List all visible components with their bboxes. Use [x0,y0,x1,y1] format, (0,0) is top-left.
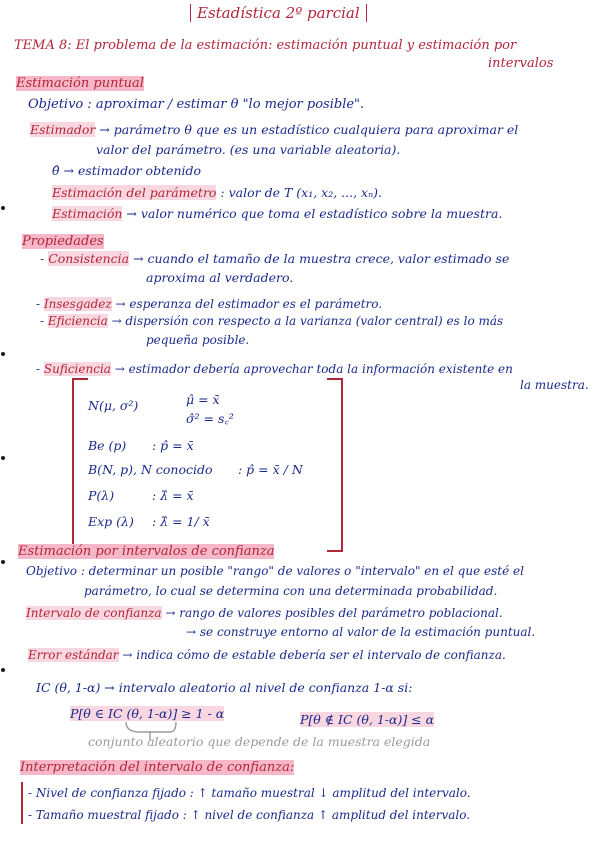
error-line: Error estándar → indica cómo de estable debería ser el intervalo de confianza. [28,648,506,662]
estimacion-term: Estimación [52,206,123,221]
theta-hat-line: θ̂ → estimador obtenido [52,163,202,178]
dist-poisson: P(λ) [88,488,115,503]
est-normal-sigma: σ̂² = s꜀² [186,411,234,426]
eficiencia-cont: pequeña posible. [146,333,250,347]
intervalo-line: Intervalo de confianza → rango de valores posibles del parámetro poblacional. [26,606,503,620]
est-bernoulli: : p̂ = x̄ [152,438,194,453]
suficiencia-term: Suficiencia [43,362,111,376]
margin-hole [1,352,5,356]
tema-line [14,38,516,53]
dist-normal: N(μ, σ²) [88,398,139,413]
left-bracket [72,378,88,552]
eficiencia-line: - Eficiencia → dispersión con respecto a la varianza (valor central) es lo más [40,314,504,328]
dist-binomial: B(N, p), N conocido [88,462,213,477]
section-heading-intervalos: Estimación por intervalos de confianza [18,544,275,559]
insesgadez-term: Insesgadez [43,297,112,311]
interpretacion-line-2: - Tamaño muestral fijado : ↑ nivel de confianza ↑ amplitud del intervalo. [28,808,471,822]
section-heading-puntual: Estimación puntual [16,76,144,91]
est-binomial: : p̂ = x̄ / N [238,462,303,477]
tema-label: TEMA 8 [14,38,68,53]
estimador-term: Estimador [30,122,96,137]
dist-bernoulli: Be (p) [88,438,127,453]
interpretacion-line-1: - Nivel de confianza fijado : ↑ tamaño muestral ↓ amplitud del intervalo. [28,786,471,800]
formula-probabilidad-2: P[θ ∉ IC (θ, 1-α)] ≤ α [300,712,435,727]
dist-exponencial: Exp (λ) [88,514,134,529]
formula-note: conjunto aleatorio que depende de la muestra elegida [88,734,431,749]
estimacion-parametro-line: Estimación del parámetro : valor de T (x₁, x₂, ..., xₙ). [52,185,383,200]
margin-hole [1,668,5,672]
tema-title: : El problema de la estimación: estimación puntual y estimación por [67,38,517,53]
margin-hole [1,456,5,460]
objetivo-intervalos: Objetivo : determinar un posible "rango" de valores o "intervalo" en el que esté el [26,564,524,578]
section-heading-interpretacion: Interpretación del intervalo de confianza: [20,760,295,775]
section-heading-propiedades: Propiedades [22,234,104,249]
formula-probabilidad-1: P[θ ∈ IC (θ, 1-α)] ≥ 1 - α [70,706,225,721]
ic-definition: IC (θ, 1-α) → intervalo aleatorio al nivel de confianza 1-α si: [36,680,413,695]
estimador-cont: valor del parámetro. (es una variable aleatoria). [96,142,401,157]
suficiencia-cont: la muestra. [520,378,589,392]
consistencia-cont: aproxima al verdadero. [146,270,294,285]
error-term: Error estándar [28,648,119,662]
margin-hole [1,560,5,564]
estimacion-line: Estimación → valor numérico que toma el estadístico sobre la muestra. [52,206,503,221]
objetivo-line: Objetivo : aproximar / estimar θ "lo mejor posible". [28,97,365,112]
right-bracket [327,378,343,552]
intervalo-term: Intervalo de confianza [26,606,162,620]
estimador-line: Estimador → parámetro θ que es un estadístico cualquiera para aproximar el [30,122,519,137]
estimacion-parametro-term: Estimación del parámetro [52,185,217,200]
est-normal-mu: μ̂ = x̄ [186,392,220,407]
est-exponencial: : λ̂ = 1/ x̄ [152,514,210,529]
objetivo-intervalos-cont: parámetro, lo cual se determina con una determinada probabilidad. [84,584,498,598]
interpretacion-bar [21,782,23,824]
margin-hole [1,206,5,210]
insesgadez-line: - Insesgadez → esperanza del estimador es el parámetro. [36,297,383,311]
suficiencia-line: - Suficiencia → estimador debería aprovechar toda la información existente en [36,362,513,376]
consistencia-line: - Consistencia → cuando el tamaño de la muestra crece, valor estimado se [40,251,510,266]
intervalo-cont: → se construye entorno al valor de la estimación puntual. [186,625,536,639]
page-title: Estadística 2º parcial [190,4,367,22]
eficiencia-term: Eficiencia [47,314,108,328]
est-poisson: : λ̂ = x̄ [152,488,194,503]
tema-title-cont: intervalos [488,56,554,71]
consistencia-term: Consistencia [48,251,130,266]
